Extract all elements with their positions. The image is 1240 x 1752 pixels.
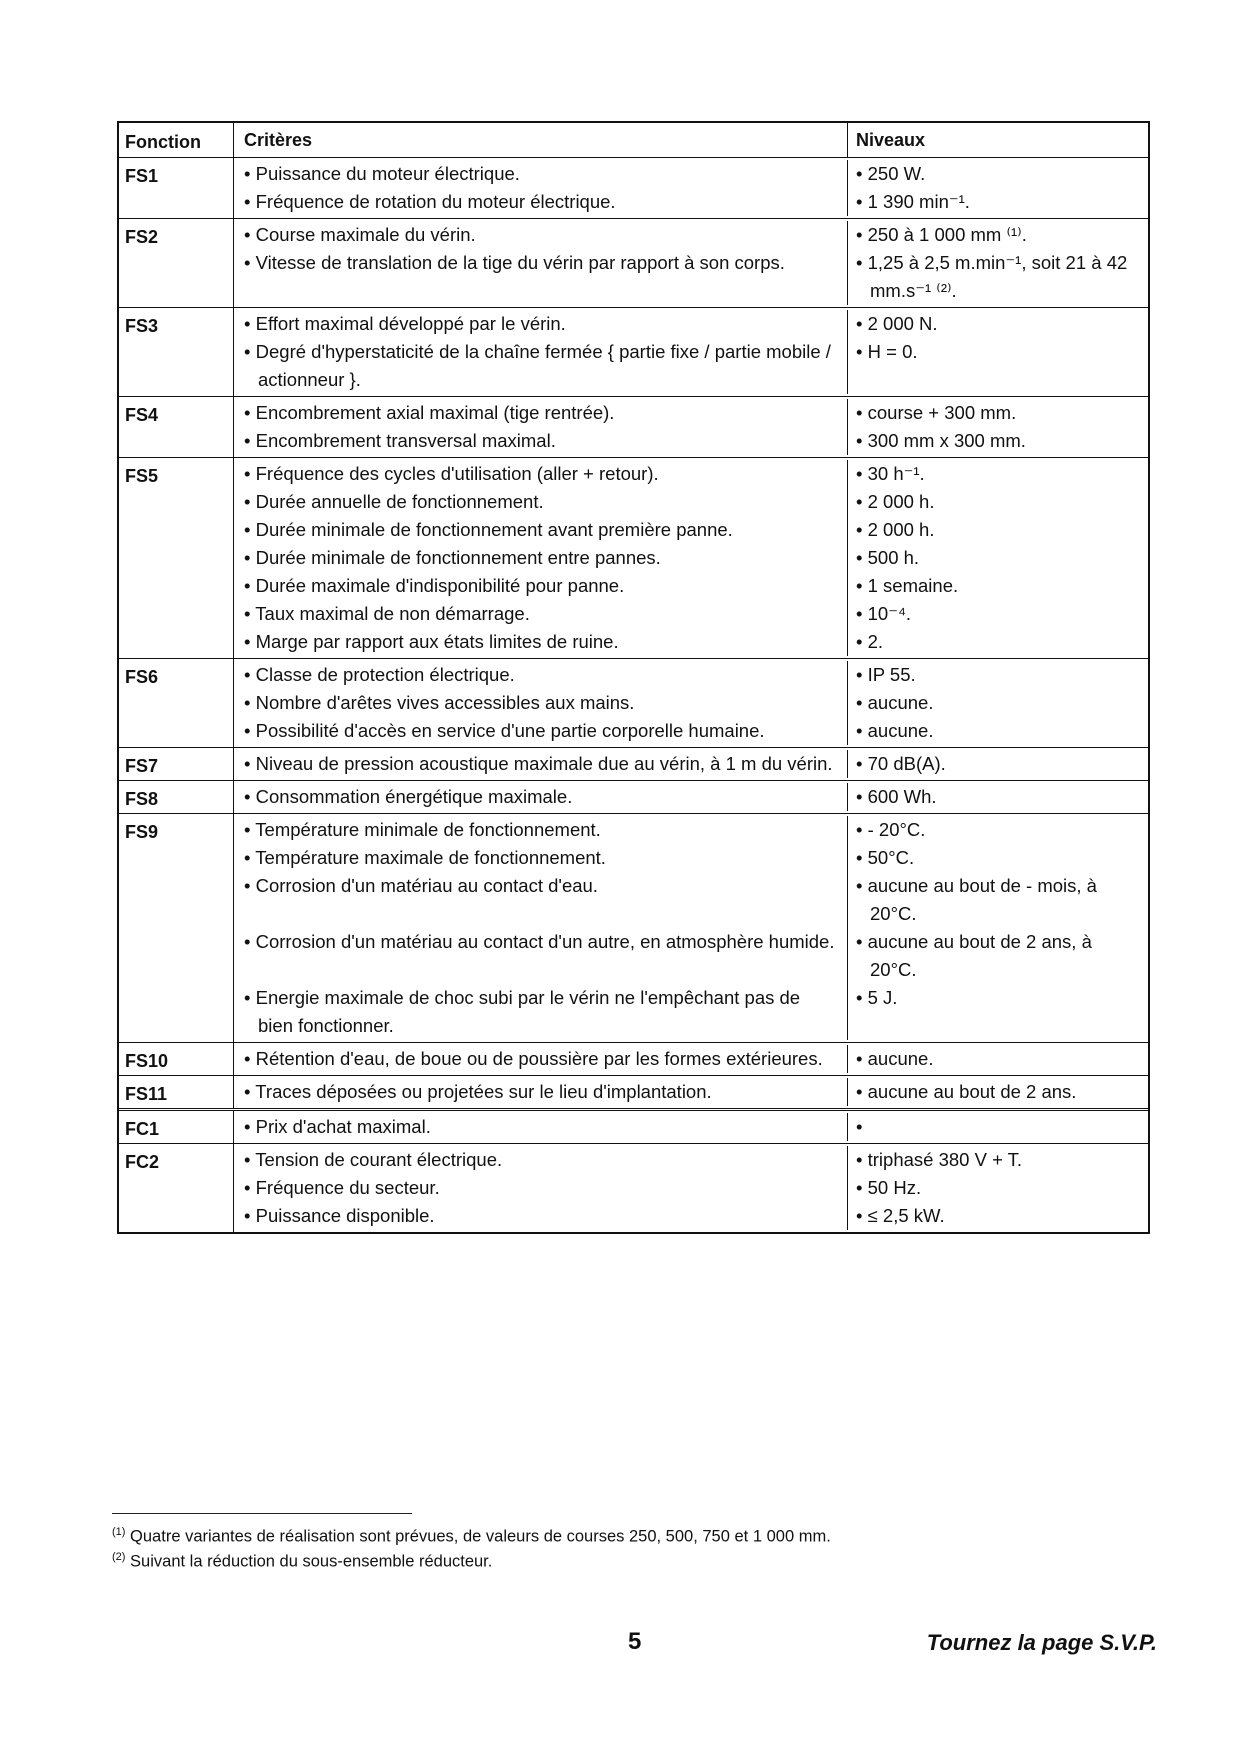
bullet-icon: •	[856, 163, 863, 184]
footnote-mark: (2)	[112, 1551, 126, 1563]
level-text: 500 h.	[867, 547, 920, 568]
criterion-line	[234, 544, 1148, 572]
criterion-text: Puissance du moteur électrique.	[255, 163, 520, 184]
criteria-items	[234, 659, 1148, 747]
criterion-cell	[234, 310, 848, 338]
level-text: 1 390 min⁻¹.	[867, 191, 970, 212]
criterion-text: Encombrement axial maximal (tige rentrée).	[255, 402, 615, 423]
criterion-text: Fréquence des cycles d'utilisation (aller + retour).	[255, 463, 659, 484]
level-cell	[848, 928, 1148, 984]
level-text: 2 000 N.	[867, 313, 938, 334]
header-criteres: Critères	[234, 123, 848, 157]
criterion-text: Degré d'hyperstaticité de la chaîne fermée { partie fixe / partie mobile / actionneur }.	[255, 341, 831, 390]
fonction-cell: FS6	[119, 659, 234, 747]
criterion-text: Rétention d'eau, de boue ou de poussière par les formes extérieures.	[255, 1048, 823, 1069]
bullet-icon: •	[244, 341, 251, 362]
fonction-cell: FS3	[119, 308, 234, 396]
level-cell	[848, 783, 1148, 811]
level-cell	[848, 628, 1148, 656]
level-cell	[848, 427, 1148, 455]
level-cell	[848, 1146, 1148, 1174]
criterion-cell	[234, 544, 848, 572]
criterion-text: Durée maximale d'indisponibilité pour panne.	[255, 575, 625, 596]
fonction-cell: FS5	[119, 458, 234, 658]
level-cell	[848, 338, 1148, 394]
footnote-separator	[112, 1513, 412, 1514]
criterion-cell	[234, 816, 848, 844]
bullet-icon: •	[856, 847, 863, 868]
criterion-cell	[234, 750, 848, 778]
level-text: course + 300 mm.	[867, 402, 1017, 423]
table-row	[119, 218, 1148, 307]
bullet-icon: •	[856, 1177, 863, 1198]
fonction-cell: FS11	[119, 1076, 234, 1108]
level-cell	[848, 460, 1148, 488]
table-header	[119, 123, 1148, 157]
criteria-items	[234, 458, 1148, 658]
level-cell	[848, 1045, 1148, 1073]
bullet-icon: •	[856, 252, 863, 273]
criterion-line	[234, 427, 1148, 455]
bullet-icon: •	[244, 191, 251, 212]
level-cell	[848, 221, 1148, 249]
criterion-cell	[234, 488, 848, 516]
level-text: H = 0.	[867, 341, 918, 362]
criterion-cell	[234, 221, 848, 249]
level-cell	[848, 600, 1148, 628]
criterion-line	[234, 221, 1148, 249]
criterion-cell	[234, 717, 848, 745]
criterion-line	[234, 1146, 1148, 1174]
criterion-text: Nombre d'arêtes vives accessibles aux mains.	[255, 692, 635, 713]
level-text: aucune.	[867, 692, 934, 713]
level-text: triphasé 380 V + T.	[867, 1149, 1023, 1170]
criterion-line	[234, 984, 1148, 1040]
criterion-text: Encombrement transversal maximal.	[255, 430, 556, 451]
criterion-cell	[234, 427, 848, 455]
level-text: ≤ 2,5 kW.	[867, 1205, 945, 1226]
criteria-items	[234, 814, 1148, 1042]
criterion-cell	[234, 689, 848, 717]
level-text: 30 h⁻¹.	[867, 463, 925, 484]
criterion-cell	[234, 399, 848, 427]
level-text: aucune au bout de 2 ans, à 20°C.	[867, 931, 1092, 980]
level-cell	[848, 689, 1148, 717]
footnote-1	[112, 1522, 831, 1547]
criteria-table	[117, 121, 1150, 1234]
bullet-icon: •	[244, 224, 251, 245]
level-text: 2.	[867, 631, 884, 652]
criteria-items	[234, 158, 1148, 218]
bullet-icon: •	[244, 1149, 251, 1170]
table-row	[119, 1075, 1148, 1108]
criterion-line	[234, 600, 1148, 628]
criterion-line	[234, 783, 1148, 811]
criterion-cell	[234, 928, 848, 984]
level-text: 2 000 h.	[867, 519, 935, 540]
level-cell	[848, 1202, 1148, 1230]
table-row	[119, 1042, 1148, 1075]
criteria-items	[234, 1076, 1148, 1108]
level-cell	[848, 572, 1148, 600]
bullet-icon: •	[244, 631, 251, 652]
level-text: aucune.	[867, 720, 934, 741]
level-text: 600 Wh.	[867, 786, 937, 807]
level-text: IP 55.	[867, 664, 916, 685]
bullet-icon: •	[244, 575, 251, 596]
criterion-line	[234, 160, 1148, 188]
level-cell	[848, 844, 1148, 872]
criterion-text: Traces déposées ou projetées sur le lieu d'implantation.	[255, 1081, 712, 1102]
level-cell	[848, 816, 1148, 844]
criterion-cell	[234, 516, 848, 544]
bullet-icon: •	[856, 631, 863, 652]
header-niveaux: Niveaux	[856, 130, 926, 150]
level-cell	[848, 249, 1148, 305]
bullet-icon: •	[856, 931, 863, 952]
bullet-icon: •	[856, 430, 863, 451]
level-text: 250 W.	[867, 163, 926, 184]
bullet-icon: •	[244, 313, 251, 334]
level-text: 50 Hz.	[867, 1177, 922, 1198]
level-text: 50°C.	[867, 847, 915, 868]
criterion-cell	[234, 188, 848, 216]
criterion-line	[234, 1045, 1148, 1073]
criterion-line	[234, 628, 1148, 656]
bullet-icon: •	[244, 402, 251, 423]
bullet-icon: •	[244, 720, 251, 741]
bullet-icon: •	[244, 1081, 251, 1102]
criterion-cell	[234, 338, 848, 394]
criterion-text: Prix d'achat maximal.	[255, 1116, 431, 1137]
criterion-line	[234, 1078, 1148, 1106]
criterion-text: Marge par rapport aux états limites de ruine.	[255, 631, 619, 652]
bullet-icon: •	[856, 1048, 863, 1069]
fonction-cell: FS9	[119, 814, 234, 1042]
bullet-icon: •	[856, 819, 863, 840]
level-text: 10⁻⁴.	[867, 603, 912, 624]
criterion-line	[234, 488, 1148, 516]
level-text: 250 à 1 000 mm ⁽¹⁾.	[867, 224, 1027, 245]
bullet-icon: •	[244, 491, 251, 512]
level-cell	[848, 399, 1148, 427]
criterion-line	[234, 844, 1148, 872]
bullet-icon: •	[856, 753, 863, 774]
level-cell	[848, 488, 1148, 516]
bullet-icon: •	[244, 603, 251, 624]
criterion-line	[234, 188, 1148, 216]
criterion-text: Effort maximal développé par le vérin.	[255, 313, 566, 334]
bullet-icon: •	[856, 1205, 863, 1226]
bullet-icon: •	[244, 1048, 251, 1069]
header-fonction: Fonction	[119, 123, 234, 157]
bullet-icon: •	[856, 1149, 863, 1170]
bullet-icon: •	[244, 1177, 251, 1198]
criterion-line	[234, 872, 1148, 928]
bullet-icon: •	[244, 847, 251, 868]
level-cell	[848, 661, 1148, 689]
bullet-icon: •	[244, 163, 251, 184]
criterion-text: Taux maximal de non démarrage.	[255, 603, 530, 624]
criterion-cell	[234, 460, 848, 488]
criterion-line	[234, 399, 1148, 427]
level-cell	[848, 160, 1148, 188]
criterion-line	[234, 572, 1148, 600]
fonction-cell: FC2	[119, 1144, 234, 1232]
criterion-cell	[234, 783, 848, 811]
criterion-cell	[234, 661, 848, 689]
table-row	[119, 1108, 1148, 1143]
criterion-text: Fréquence de rotation du moteur électrique.	[255, 191, 616, 212]
criterion-text: Vitesse de translation de la tige du vérin par rapport à son corps.	[255, 252, 785, 273]
criteria-items	[234, 219, 1148, 307]
criterion-line	[234, 661, 1148, 689]
criterion-line	[234, 717, 1148, 745]
criterion-line	[234, 928, 1148, 984]
criterion-text: Température minimale de fonctionnement.	[255, 819, 601, 840]
bullet-icon: •	[244, 931, 251, 952]
fonction-cell: FS4	[119, 397, 234, 457]
bullet-icon: •	[244, 987, 251, 1008]
bullet-icon: •	[244, 463, 251, 484]
bullet-icon: •	[244, 547, 251, 568]
criterion-line	[234, 816, 1148, 844]
fonction-cell: FS2	[119, 219, 234, 307]
criterion-cell	[234, 572, 848, 600]
criterion-line	[234, 1113, 1148, 1141]
criterion-cell	[234, 1113, 848, 1141]
bullet-icon: •	[856, 875, 863, 896]
criteria-items	[234, 308, 1148, 396]
fonction-cell: FS8	[119, 781, 234, 813]
criterion-cell	[234, 984, 848, 1040]
criterion-cell	[234, 1045, 848, 1073]
table-row	[119, 1143, 1148, 1232]
level-text: aucune au bout de - mois, à 20°C.	[867, 875, 1097, 924]
fonction-cell: FS1	[119, 158, 234, 218]
level-cell	[848, 310, 1148, 338]
fonction-cell: FC1	[119, 1111, 234, 1143]
criteria-items	[234, 397, 1148, 457]
bullet-icon: •	[244, 819, 251, 840]
level-text: aucune au bout de 2 ans.	[867, 1081, 1077, 1102]
bullet-icon: •	[856, 224, 863, 245]
level-text: 1,25 à 2,5 m.min⁻¹, soit 21 à 42 mm.s⁻¹ ⁽²⁾.	[867, 252, 1128, 301]
criterion-text: Classe de protection électrique.	[255, 664, 515, 685]
level-cell	[848, 750, 1148, 778]
bullet-icon: •	[244, 252, 251, 273]
table-row	[119, 747, 1148, 780]
criterion-text: Durée minimale de fonctionnement entre pannes.	[255, 547, 661, 568]
level-text: 2 000 h.	[867, 491, 935, 512]
bullet-icon: •	[244, 519, 251, 540]
bullet-icon: •	[244, 692, 251, 713]
level-text: 70 dB(A).	[867, 753, 946, 774]
criterion-text: Consommation énergétique maximale.	[255, 786, 573, 807]
bullet-icon: •	[856, 1116, 863, 1137]
footnote-2	[112, 1547, 492, 1572]
bullet-icon: •	[244, 430, 251, 451]
criterion-cell	[234, 249, 848, 305]
bullet-icon: •	[856, 987, 863, 1008]
bullet-icon: •	[856, 786, 863, 807]
fonction-cell: FS10	[119, 1043, 234, 1075]
criterion-text: Corrosion d'un matériau au contact d'un autre, en atmosphère humide.	[255, 931, 835, 952]
bullet-icon: •	[856, 341, 863, 362]
criterion-text: Course maximale du vérin.	[255, 224, 476, 245]
bullet-icon: •	[244, 1116, 251, 1137]
criterion-line	[234, 689, 1148, 717]
criterion-text: Durée annuelle de fonctionnement.	[255, 491, 544, 512]
level-text: 5 J.	[867, 987, 898, 1008]
criteria-items	[234, 748, 1148, 780]
footnote-text: Suivant la réduction du sous-ensemble réducteur.	[130, 1552, 493, 1571]
bullet-icon: •	[856, 575, 863, 596]
level-cell	[848, 872, 1148, 928]
criterion-line	[234, 1202, 1148, 1230]
criterion-cell	[234, 872, 848, 928]
criterion-line	[234, 249, 1148, 305]
criteria-items	[234, 1043, 1148, 1075]
criteria-items	[234, 781, 1148, 813]
level-text: - 20°C.	[867, 819, 926, 840]
page-number: 5	[628, 1628, 642, 1655]
level-cell	[848, 1113, 1148, 1141]
table-row	[119, 457, 1148, 658]
footnote-text: Quatre variantes de réalisation sont prévues, de valeurs de courses 250, 500, 750 et 1 000 mm.	[130, 1527, 831, 1546]
criterion-text: Corrosion d'un matériau au contact d'eau.	[255, 875, 598, 896]
bullet-icon: •	[244, 664, 251, 685]
bullet-icon: •	[856, 191, 863, 212]
criteria-items	[234, 1144, 1148, 1232]
criterion-line	[234, 516, 1148, 544]
level-cell	[848, 516, 1148, 544]
criterion-text: Niveau de pression acoustique maximale due au vérin, à 1 m du vérin.	[255, 753, 833, 774]
level-cell	[848, 717, 1148, 745]
bullet-icon: •	[856, 603, 863, 624]
table-row	[119, 780, 1148, 813]
criterion-line	[234, 750, 1148, 778]
criterion-cell	[234, 628, 848, 656]
fonction-cell: FS7	[119, 748, 234, 780]
criterion-text: Possibilité d'accès en service d'une partie corporelle humaine.	[255, 720, 765, 741]
level-text: aucune.	[867, 1048, 934, 1069]
criterion-cell	[234, 160, 848, 188]
criterion-cell	[234, 844, 848, 872]
bullet-icon: •	[244, 1205, 251, 1226]
bullet-icon: •	[856, 547, 863, 568]
bullet-icon: •	[856, 720, 863, 741]
table-row	[119, 157, 1148, 218]
bullet-icon: •	[856, 1081, 863, 1102]
criterion-line	[234, 338, 1148, 394]
bullet-icon: •	[856, 692, 863, 713]
criterion-text: Durée minimale de fonctionnement avant première panne.	[255, 519, 733, 540]
level-cell	[848, 1078, 1148, 1106]
turn-page-note: Tournez la page S.V.P.	[926, 1630, 1157, 1655]
level-cell	[848, 984, 1148, 1040]
table-row	[119, 396, 1148, 457]
bullet-icon: •	[244, 786, 251, 807]
bullet-icon: •	[856, 519, 863, 540]
level-text: 300 mm x 300 mm.	[867, 430, 1026, 451]
criterion-text: Puissance disponible.	[255, 1205, 435, 1226]
criterion-cell	[234, 1174, 848, 1202]
criterion-cell	[234, 1202, 848, 1230]
criterion-text: Tension de courant électrique.	[255, 1149, 503, 1170]
criterion-cell	[234, 600, 848, 628]
criteria-items	[234, 1111, 1148, 1143]
criterion-cell	[234, 1146, 848, 1174]
level-cell	[848, 544, 1148, 572]
criterion-line	[234, 310, 1148, 338]
criterion-line	[234, 1174, 1148, 1202]
bullet-icon: •	[856, 402, 863, 423]
footnote-mark: (1)	[112, 1526, 126, 1538]
level-cell	[848, 188, 1148, 216]
criterion-text: Energie maximale de choc subi par le vérin ne l'empêchant pas de bien fonctionner.	[255, 987, 801, 1036]
bullet-icon: •	[244, 753, 251, 774]
criterion-text: Température maximale de fonctionnement.	[255, 847, 606, 868]
level-text: 1 semaine.	[867, 575, 959, 596]
table-row	[119, 813, 1148, 1042]
table-row	[119, 658, 1148, 747]
criterion-cell	[234, 1078, 848, 1106]
bullet-icon: •	[856, 463, 863, 484]
criterion-line	[234, 460, 1148, 488]
criterion-text: Fréquence du secteur.	[255, 1177, 440, 1198]
bullet-icon: •	[856, 664, 863, 685]
bullet-icon: •	[856, 313, 863, 334]
table-row	[119, 307, 1148, 396]
level-cell	[848, 1174, 1148, 1202]
bullet-icon: •	[856, 491, 863, 512]
bullet-icon: •	[244, 875, 251, 896]
